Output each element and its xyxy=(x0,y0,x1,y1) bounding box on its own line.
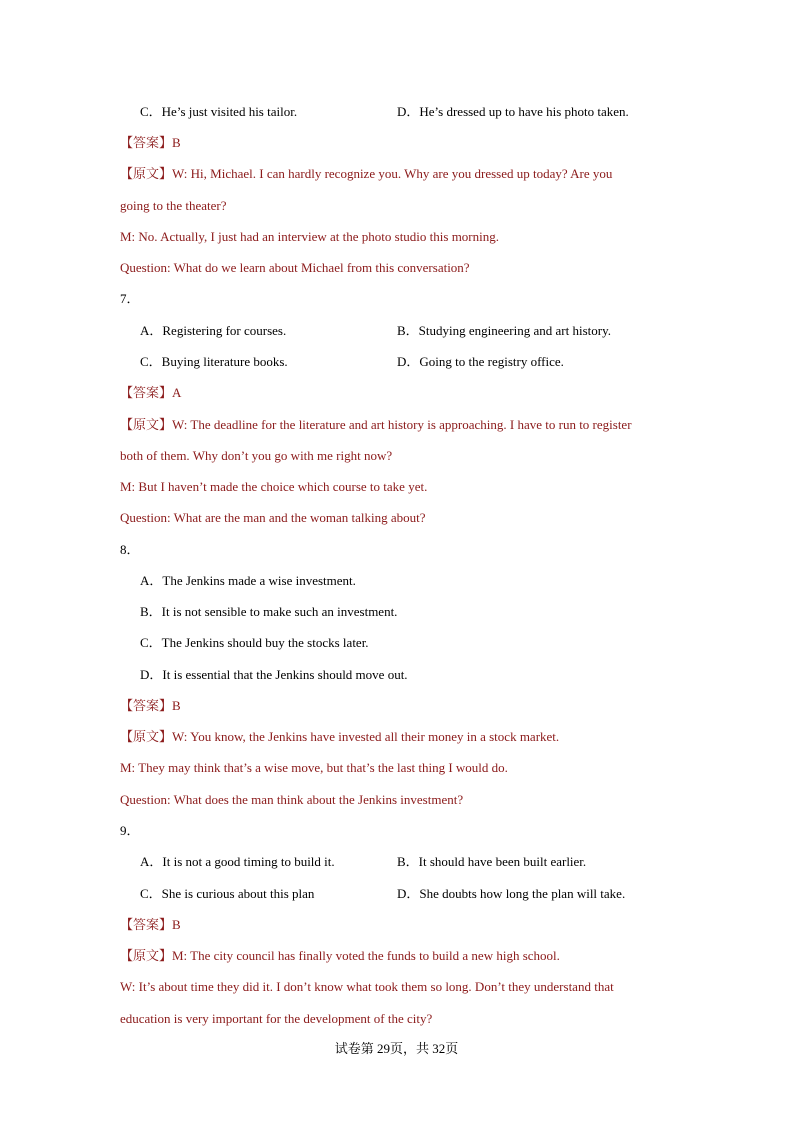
q6-transcript-line: going to the theater? xyxy=(120,198,227,213)
q6-transcript-line: 【原文】W: Hi, Michael. I can hardly recognize you. Why are you dressed up today? Are you xyxy=(120,166,613,181)
q6-transcript-line: M: No. Actually, I just had an interview at the photo studio this morning. xyxy=(120,229,499,244)
q8-option-a: A．The Jenkins made a wise investment. xyxy=(140,573,356,588)
page-footer: 试卷第 29页，共 32页 xyxy=(334,1041,459,1056)
q9-option-c: C．She is curious about this plan xyxy=(140,886,315,901)
q8-option-d: D．It is essential that the Jenkins should move out. xyxy=(140,667,408,682)
q8-option-b: B．It is not sensible to make such an investment. xyxy=(140,604,398,619)
q7-transcript-line: both of them. Why don’t you go with me right now? xyxy=(120,448,393,463)
q6-option-c: C．He’s just visited his tailor. xyxy=(140,104,298,119)
q9-option-b: B．It should have been built earlier. xyxy=(397,854,587,869)
q9-answer: 【答案】B xyxy=(120,917,181,932)
q7-transcript-line: 【原文】W: The deadline for the literature and art history is approaching. I have to run to register xyxy=(120,417,632,432)
q8-transcript-line: 【原文】W: You know, the Jenkins have invested all their money in a stock market. xyxy=(120,729,560,744)
q8-answer: 【答案】B xyxy=(120,698,181,713)
q7-option-a: A．Registering for courses. xyxy=(140,323,287,338)
q7-option-c: C．Buying literature books. xyxy=(140,354,288,369)
q9-number: 9． xyxy=(120,823,140,838)
q9-transcript-line: W: It’s about time they did it. I don’t know what took them so long. Don’t they understand that xyxy=(120,979,614,994)
q6-question: Question: What do we learn about Michael from this conversation? xyxy=(120,260,470,275)
q8-option-c: C．The Jenkins should buy the stocks later. xyxy=(140,635,369,650)
q7-transcript-line: M: But I haven’t made the choice which course to take yet. xyxy=(120,479,428,494)
q7-number: 7． xyxy=(120,291,140,306)
q6-option-d: D．He’s dressed up to have his photo taken. xyxy=(397,104,629,119)
q7-question: Question: What are the man and the woman talking about? xyxy=(120,510,426,525)
q9-option-d: D．She doubts how long the plan will take. xyxy=(397,886,626,901)
q8-number: 8． xyxy=(120,542,140,557)
q8-transcript-line: M: They may think that’s a wise move, but that’s the last thing I would do. xyxy=(120,760,508,775)
q6-answer: 【答案】B xyxy=(120,135,181,150)
q7-option-b: B．Studying engineering and art history. xyxy=(397,323,611,338)
q8-question: Question: What does the man think about the Jenkins investment? xyxy=(120,792,464,807)
q9-option-a: A．It is not a good timing to build it. xyxy=(140,854,335,869)
q9-transcript-line: education is very important for the development of the city? xyxy=(120,1011,433,1026)
q7-answer: 【答案】A xyxy=(120,385,182,400)
q9-transcript-line: 【原文】M: The city council has finally voted the funds to build a new high school. xyxy=(120,948,560,963)
q7-option-d: D．Going to the registry office. xyxy=(397,354,564,369)
